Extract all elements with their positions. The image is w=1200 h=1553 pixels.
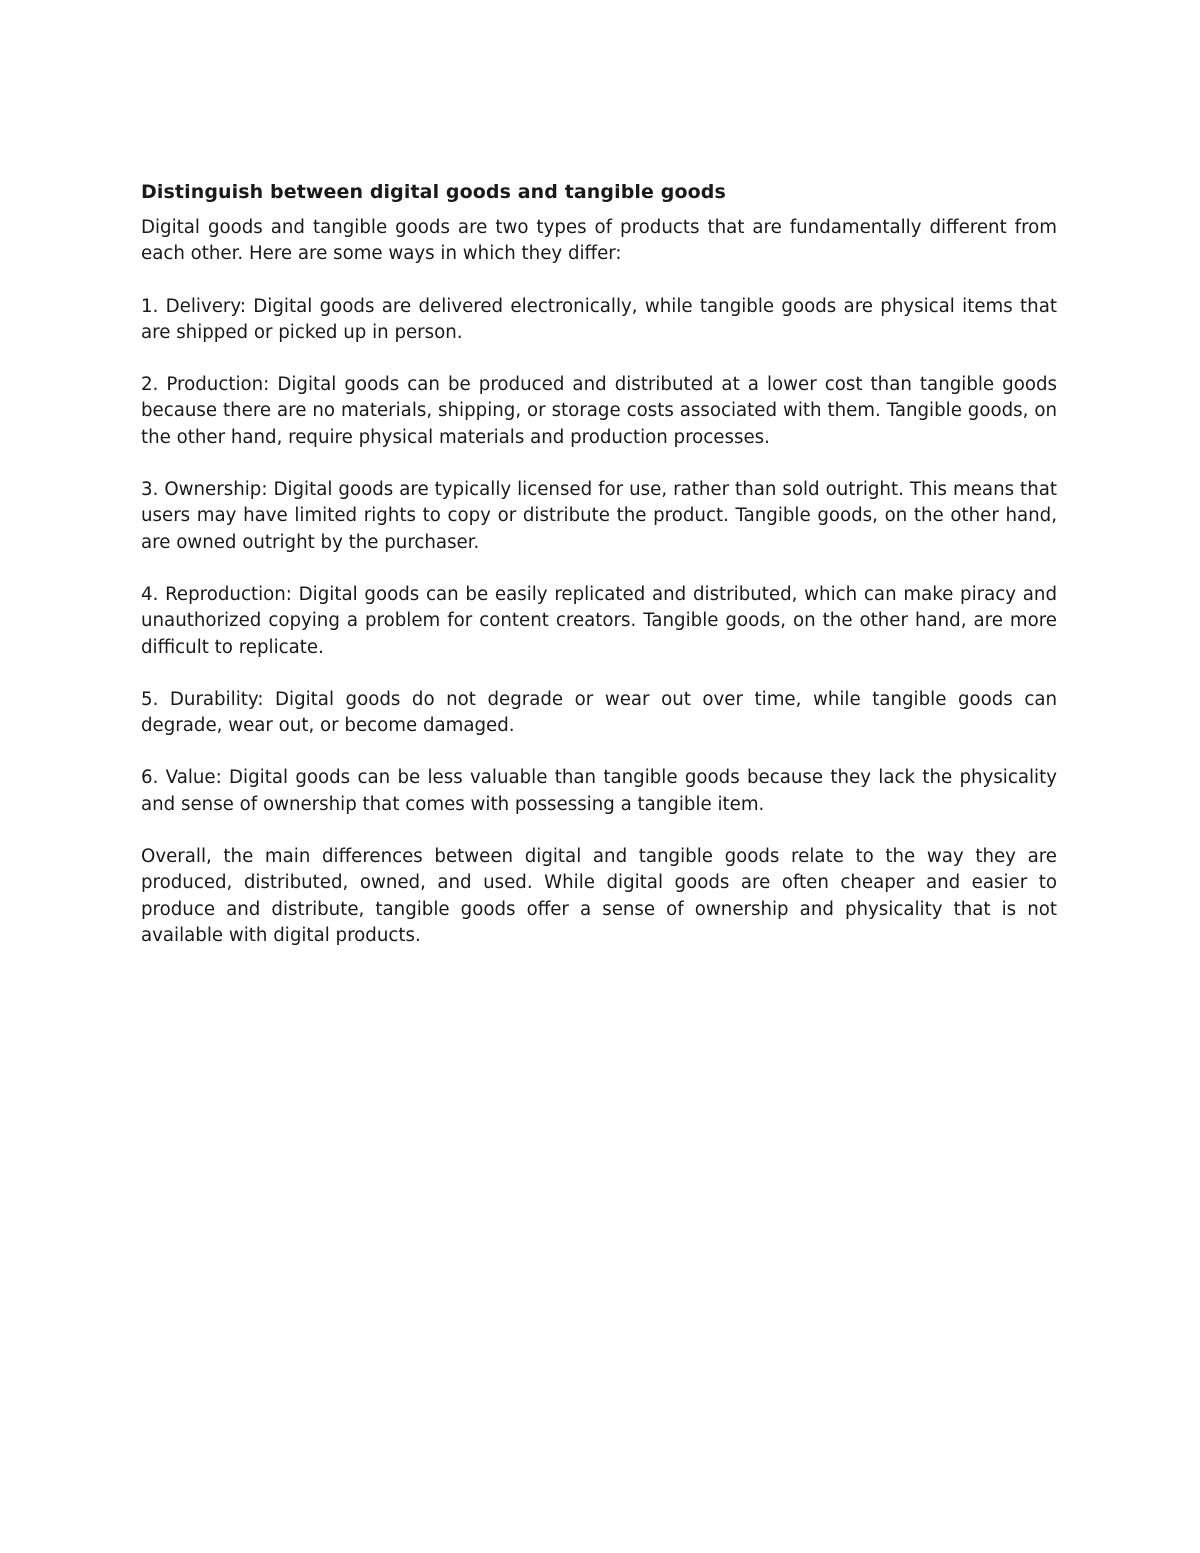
reproduction-paragraph: 4. Reproduction: Digital goods can be easily replicated and distributed, which can make piracy and unauthorized copying a problem for content creators. Tangible goods, on the other hand, are more difficult to replicate. [141,583,1057,658]
durability-paragraph: 5. Durability: Digital goods do not degrade or wear out over time, while tangible goods can degrade, wear out, or become damaged. [141,688,1057,737]
intro-paragraph: Digital goods and tangible goods are two types of products that are fundamentally different from each other. Here are some ways in which they differ: [141,217,1057,265]
conclusion-paragraph: Overall, the main differences between digital and tangible goods relate to the way they are produced, distributed, owned, and used. While digital goods are often cheaper and easier to produce and distribute, tangible goods offer a sense of ownership and physicality that is not available with digital products. [141,846,1057,946]
value-paragraph: 6. Value: Digital goods can be less valuable than tangible goods because they lack the physicality and sense of ownership that comes with possessing a tangible item. [141,767,1057,815]
delivery-paragraph: 1. Delivery: Digital goods are delivered electronically, while tangible goods are physical items that are shipped or picked up in person. [141,295,1057,343]
production-paragraph: 2. Production: Digital goods can be produced and distributed at a lower cost than tangible goods because there are no materials, shipping, or storage costs associated with them. Tangible goods, on the other hand, require physical materials and production processes. [141,374,1057,448]
document-title: Distinguish between digital goods and tangible goods [141,181,726,203]
ownership-paragraph: 3. Ownership: Digital goods are typically licensed for use, rather than sold outright. This means that users may have limited rights to copy or distribute the product. Tangible goods, on the other hand, are owned outright by the purchaser. [141,479,1057,553]
document-page [141,178,1057,949]
